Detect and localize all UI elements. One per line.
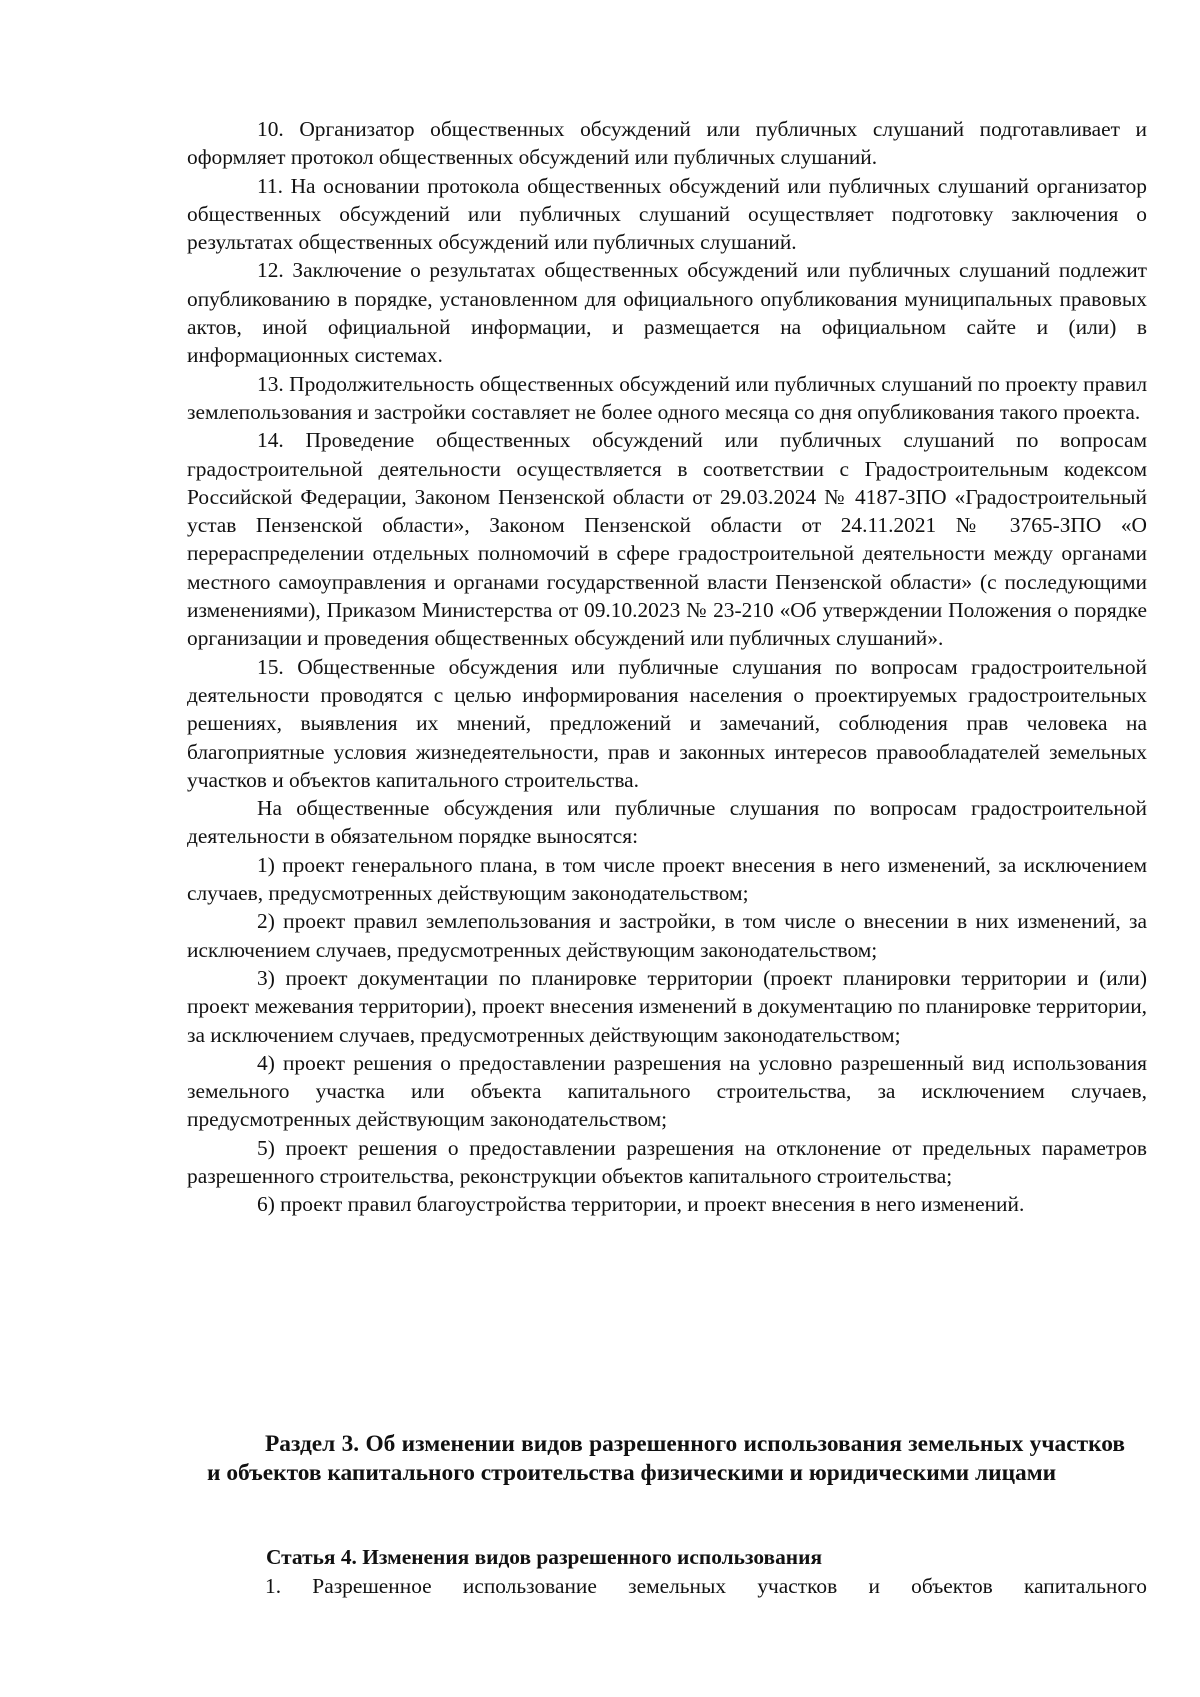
list-item-6: 6) проект правил благоустройства территории, и проект внесения в него изменений. xyxy=(257,1192,1025,1217)
paragraph-15: 15. Общественные обсуждения или публичные слушания по вопросам градостроительной деятельности проводятся с целью информирования населения о проектируемых градостроительных решениях, выявления их мнений, предложений и замечаний, соблюдения прав человека на благоприятные условия жизнедеятельности, прав и законных интересов правообладателей земельных участков и объектов капитального строительства. xyxy=(187,654,1147,792)
list-item-1: 1) проект генерального плана, в том числе проект внесения в него изменений, за исключением случаев, предусмотренных действующим законодательством; xyxy=(187,852,1147,906)
article-paragraph-1: 1. Разрешенное использование земельных участков и объектов капитального xyxy=(265,1574,1147,1598)
document-body xyxy=(187,115,1147,1219)
paragraph-mandatory-intro: На общественные обсуждения или публичные слушания по вопросам градостроительной деятельности в обязательном порядке выносятся: xyxy=(187,796,1147,849)
paragraph-11: 11. На основании протокола общественных обсуждений или публичных слушаний организатор общественных обсуждений или публичных слушаний осуществляет подготовку заключения о результатах общественных обсуждений или публичных слушаний. xyxy=(187,173,1147,255)
list-item-5: 5) проект решения о предоставлении разрешения на отклонение от предельных параметров разрешенного строительства, реконструкции объектов капитального строительства; xyxy=(187,1135,1147,1188)
list-item-4: 4) проект решения о предоставлении разрешения на условно разрешенный вид использования земельного участка или объекта капитального строительства, за исключением случаев, предусмотренных действующим законодательством; xyxy=(187,1050,1147,1132)
article-heading: Статья 4. Изменения видов разрешенного использования xyxy=(266,1545,823,1569)
paragraph-14: 14. Проведение общественных обсуждений или публичных слушаний по вопросам градостроительной деятельности осуществляется в соответствии с Градостроительным кодексом Российской Федерации, Законом Пензенской области от 29.03.2024 № 4187-ЗПО «Градостроительный устав Пензенской области», Законом Пензенской области от 24.11.2021 № 3765-ЗПО «О перераспределении отдельных полномочий в сфере градостроительной деятельности между органами местного самоуправления и органами государственной власти Пензенской области» (с последующими изменениями), Приказом Министерства от 09.10.2023 № 23-210 «Об утверждении Положения о порядке организации и проведения общественных обсуждений или публичных слушаний». xyxy=(187,428,1147,651)
paragraph-13: 13. Продолжительность общественных обсуждений или публичных слушаний по проекту правил землепользования и застройки составляет не более одного месяца со дня опубликования такого проекта. xyxy=(187,371,1147,424)
list-item-2: 2) проект правил землепользования и застройки, в том числе о внесении в них изменений, за исключением случаев, предусмотренных действующим законодательством; xyxy=(187,909,1147,962)
list-item-3: 3) проект документации по планировке территории (проект планировки территории и (или) проект межевания территории), проект внесения изменений в документацию по планировке территории, за исключением случаев, предусмотренных действующим законодательством; xyxy=(187,965,1147,1047)
paragraph-12: 12. Заключение о результатах общественных обсуждений или публичных слушаний подлежит опубликованию в порядке, установленном для официального опубликования муниципальных правовых актов, иной официальной информации, и размещается на официальном сайте и (или) в информационных системах. xyxy=(187,258,1147,368)
section-heading: Раздел 3. Об изменении видов разрешенного использования земельных участков и объектов капитального строительства физическими и юридическими лицами xyxy=(207,1431,1125,1486)
paragraph-10: 10. Организатор общественных обсуждений или публичных слушаний подготавливает и оформляет протокол общественных обсуждений или публичных слушаний. xyxy=(187,117,1147,170)
